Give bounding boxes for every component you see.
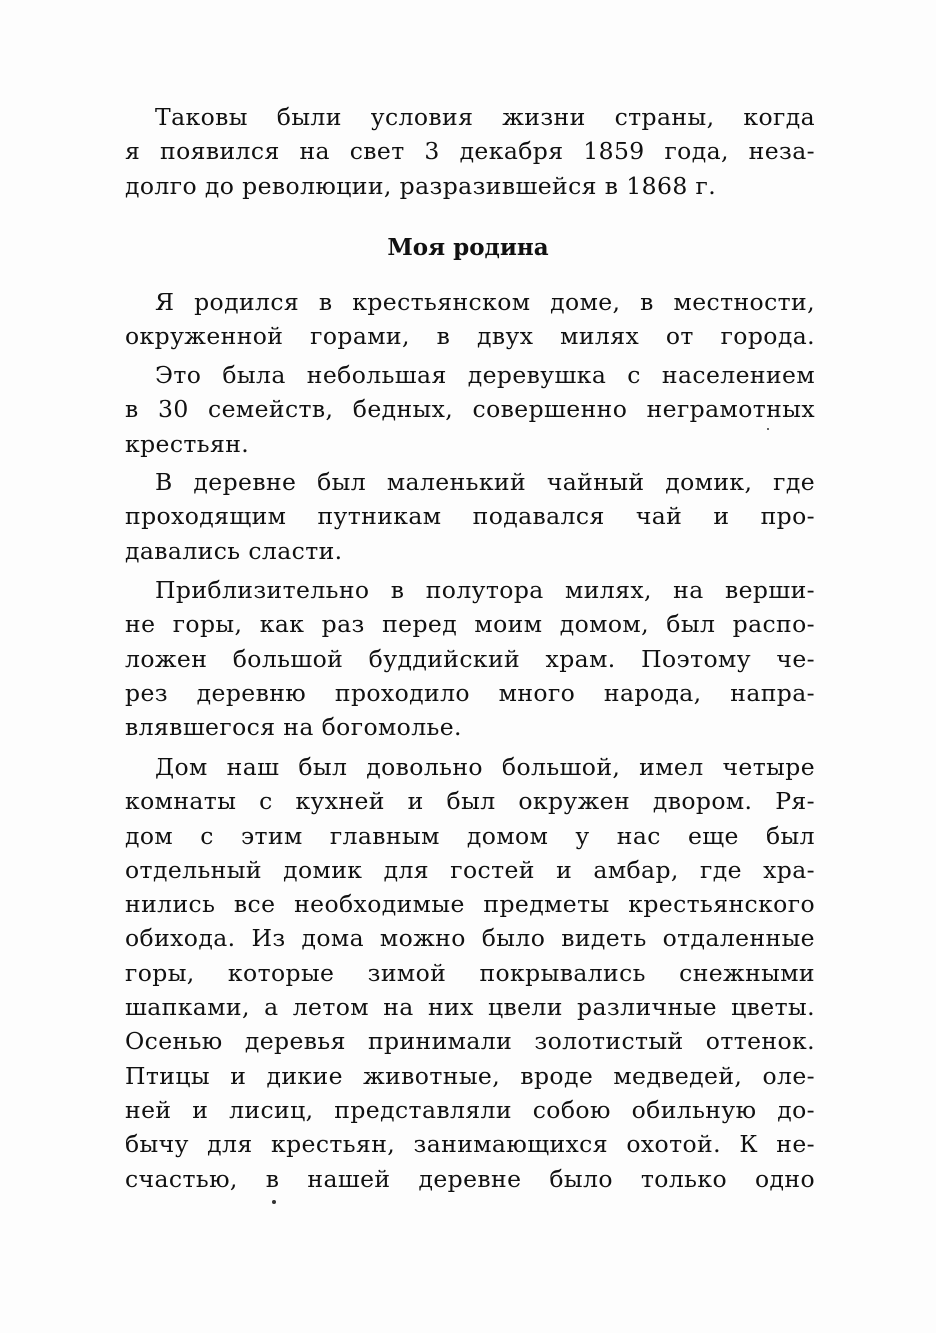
text-line: Приблизительно в полутора милях, на верши- <box>155 576 815 604</box>
text-line: отдельный домик для гостей и амбар, где хра- <box>125 855 815 884</box>
text-line: комнаты с кухней и был окружен двором. Ря- <box>125 787 815 816</box>
paragraph <box>125 750 815 1196</box>
text-line: дом с этим главным домом у нас еще был <box>125 821 815 850</box>
text-line: В деревне был маленький чайный домик, где <box>155 468 815 496</box>
text-line: счастью, в нашей деревне было только одно <box>125 1164 815 1193</box>
text-line: Таковы были условия жизни страны, когда <box>155 103 815 131</box>
text-line: я появился на свет 3 декабря 1859 года, неза- <box>125 137 815 166</box>
text-line: шапками, а летом на них цвели различные цветы. <box>125 993 815 1022</box>
text-line: в 30 семейств, бедных, совершенно неграмотных <box>125 395 815 424</box>
scan-speck <box>767 428 769 430</box>
text-line: ложен большой буддийский храм. Поэтому че- <box>125 644 815 673</box>
text-line: обихода. Из дома можно было видеть отдаленные <box>125 924 815 953</box>
text-line: Осенью деревья принимали золотистый оттенок. <box>125 1027 815 1056</box>
text-line: Птицы и дикие животные, вроде медведей, оле- <box>125 1061 815 1090</box>
text-line: горы, которые зимой покрывались снежными <box>125 958 815 987</box>
section-heading: Моя родина <box>387 234 549 261</box>
text-line: не горы, как раз перед моим домом, был распо- <box>125 610 815 639</box>
scan-speck <box>272 1200 276 1204</box>
paragraph <box>125 573 815 744</box>
text-line: крестьян. <box>125 429 250 458</box>
paragraph <box>125 465 815 568</box>
text-line: Это была небольшая деревушка с населением <box>155 361 815 389</box>
text-line: нились все необходимые предметы крестьянского <box>125 890 815 919</box>
text-line: бычу для крестьян, занимающихся охотой. К не- <box>125 1130 815 1159</box>
text-line: окруженной горами, в двух милях от города. <box>125 322 815 351</box>
intro-paragraph <box>125 100 815 203</box>
text-line: проходящим путникам подавался чай и про- <box>125 502 815 531</box>
paragraph <box>125 285 815 354</box>
text-line: ней и лисиц, представляли собою обильную до- <box>125 1095 815 1124</box>
paragraph <box>125 358 815 461</box>
text-line: влявшегося на богомолье. <box>125 713 462 742</box>
text-line: Дом наш был довольно большой, имел четыре <box>155 753 815 781</box>
text-line: Я родился в крестьянском доме, в местности, <box>155 288 815 316</box>
text-line: рез деревню проходило много народа, напра- <box>125 678 815 707</box>
text-line: давались сласти. <box>125 536 343 565</box>
text-line: долго до революции, разразившейся в 1868 г. <box>125 171 717 200</box>
